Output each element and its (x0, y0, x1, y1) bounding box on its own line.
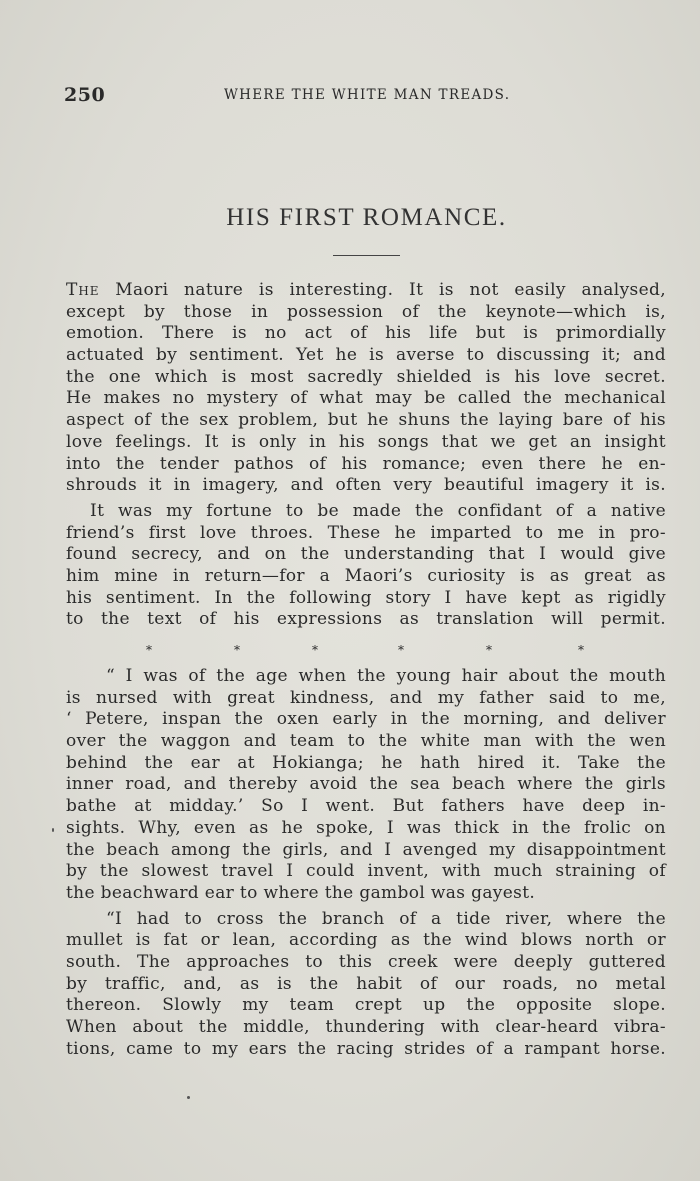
body-text (66, 280, 666, 1060)
text-line: over the waggon and team to the white man with the wen (66, 731, 666, 752)
text-line: The Maori nature is interesting. It is not easily analysed, (66, 280, 666, 300)
text-line: south. The approaches to this creek were deeply guttered (66, 951, 666, 972)
text-line: the beach among the girls, and I avenged my disappointment (66, 839, 666, 860)
running-head: WHERE THE WHITE MAN TREADS. (224, 87, 511, 103)
text-line: the one which is most sacredly shielded is his love secret. (66, 366, 666, 387)
star: * (146, 643, 152, 657)
text-line: except by those in possession of the keynote—which is, (66, 301, 666, 322)
text-line: actuated by sentiment. Yet he is averse to discussing it; and (66, 345, 666, 366)
text-line: aspect of the sex problem, but he shuns the laying bare of his (66, 410, 666, 431)
text-line: thereon. Slowly my team crept up the opposite slope. (66, 995, 666, 1016)
star: * (312, 643, 318, 657)
lead-word: The (66, 280, 100, 300)
paragraph-3 (66, 666, 666, 905)
paragraph-4 (66, 909, 666, 1061)
text-line: “ I was of the age when the young hair about the mouth (106, 666, 666, 686)
text-line: emotion. There is no act of his life but is primordially (66, 323, 666, 344)
page-header (64, 84, 664, 106)
text-line: tions, came to my ears the racing strides of a rampant horse. (66, 1038, 666, 1059)
star: * (578, 643, 584, 657)
title-rule (333, 255, 400, 257)
text-line: his sentiment. In the following story I have kept as rigidly (66, 587, 666, 608)
chapter-title: HIS FIRST ROMANCE. (226, 204, 507, 231)
star: * (398, 643, 404, 657)
star: * (486, 643, 492, 657)
text-line: behind the ear at Hokianga; he hath hired it. Take the (66, 752, 666, 773)
paper-speck (52, 828, 54, 832)
text-line: love feelings. It is only in his songs that we get an insight (66, 431, 666, 452)
text-line: “I had to cross the branch of a tide river, where the (106, 908, 666, 929)
section-break (66, 637, 666, 662)
text-line: him mine in return—for a Maori’s curiosity is as great as (66, 565, 666, 586)
text-line: is nursed with great kindness, and my father said to me, (66, 687, 666, 708)
text-line: the beachward ear to where the gambol was gayest. (66, 882, 536, 903)
text-line: inner road, and thereby avoid the sea beach where the girls (66, 774, 666, 795)
text-line: friend’s first love throes. These he imparted to me in pro- (66, 522, 666, 543)
paragraph-1 (66, 280, 666, 497)
text-line: It was my fortune to be made the confidant of a native (90, 500, 666, 521)
text-line: by traffic, and, as is the habit of our roads, no metal (66, 973, 666, 994)
text-line: sights. Why, even as he spoke, I was thick in the frolic on (66, 817, 666, 838)
text-line: ‘ Petere, inspan the oxen early in the morning, and deliver (66, 709, 666, 730)
text-line: into the tender pathos of his romance; even there he en- (66, 453, 666, 474)
paper-speck (187, 1096, 190, 1099)
text-line: When about the middle, thundering with clear-heard vibra- (66, 1017, 666, 1037)
text-line: found secrecy, and on the understanding that I would give (66, 544, 666, 565)
text-line: to the text of his expressions as translation will permit. (66, 609, 666, 630)
text-line: He makes no mystery of what may be called the mechanical (66, 388, 666, 409)
text-line: mullet is fat or lean, according as the wind blows north or (66, 930, 666, 951)
star: * (234, 643, 240, 657)
paragraph-2 (66, 501, 666, 631)
text-line: shrouds it in imagery, and often very beautiful imagery it is. (66, 475, 666, 496)
text-line: bathe at midday.’ So I went. But fathers have deep in- (66, 796, 666, 817)
text-line: by the slowest travel I could invent, with much straining of (66, 861, 666, 882)
page-number: 250 (64, 84, 106, 106)
